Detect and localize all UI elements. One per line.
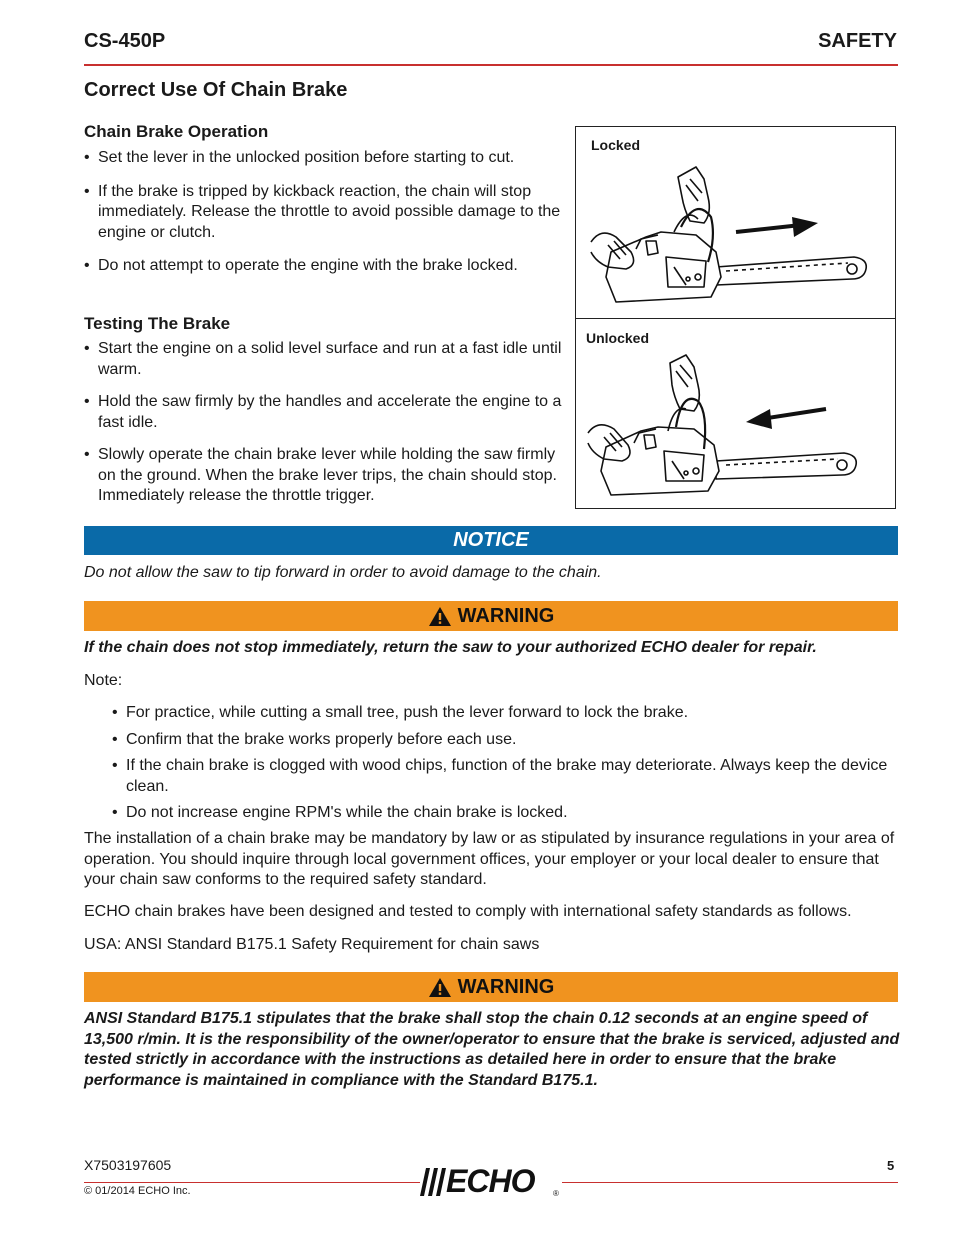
operation-list — [84, 148, 564, 277]
page-number: 5 — [887, 1158, 895, 1173]
footer-divider-left — [84, 1182, 420, 1183]
note-label: Note: — [84, 672, 123, 689]
warning-text: ANSI Standard B175.1 stipulates that the brake shall stop the chain 0.12 seconds at an engine speed of 13,500 r/min. It is the responsibility of the owner/operator to ensure that the brake is serviced, adjusted and tested strictly in accordance with the instructions as detailed here in order to ensure that the brake performance is maintained in compliance with the Standard B175.1. — [84, 1010, 900, 1089]
arrow-forward-icon — [736, 217, 818, 237]
list-item: • Do not increase engine RPM's while the chain brake is locked. — [112, 803, 898, 824]
locked-label: Locked — [591, 137, 641, 153]
warning-banner — [84, 601, 898, 631]
warning-banner — [84, 972, 898, 1002]
model-name: CS-450P — [84, 30, 166, 52]
section-title: SAFETY — [818, 30, 897, 52]
logo-wordmark: ECHO — [446, 1163, 535, 1199]
testing-heading: Testing The Brake — [84, 314, 231, 333]
list-item: • If the chain brake is clogged with wood chips, function of the brake may deteriorate. Always keep the device clean. — [112, 756, 898, 797]
warning-triangle-icon — [428, 977, 452, 998]
copyright: © 01/2014 ECHO Inc. — [84, 1185, 191, 1197]
note-list — [112, 703, 898, 824]
chainsaw-locked-illustration — [586, 157, 886, 312]
paragraph-usa-standard: USA: ANSI Standard B175.1 Safety Requirement for chain saws — [84, 936, 540, 953]
header-divider — [84, 64, 898, 66]
list-item: • Start the engine on a solid level surface and run at a fast idle until warm. — [84, 339, 564, 380]
list-item: • Do not attempt to operate the engine with the brake locked. — [84, 256, 564, 277]
unlocked-label: Unlocked — [586, 330, 650, 346]
footer-divider-right — [562, 1182, 898, 1183]
notice-label: NOTICE — [453, 529, 529, 551]
list-item: • For practice, while cutting a small tree, push the lever forward to lock the brake. — [112, 703, 898, 724]
testing-section — [84, 314, 564, 507]
list-item: • Slowly operate the chain brake lever while holding the saw firmly on the ground. When the brake lever trips, the chain should stop. Immediately release the throttle trigger. — [84, 445, 564, 507]
list-item: • If the brake is tripped by kickback reaction, the chain will stop immediately. Release the throttle to avoid possible damage to the engine or clutch. — [84, 182, 564, 244]
operation-heading: Chain Brake Operation — [84, 122, 269, 141]
arrow-backward-icon — [746, 409, 826, 429]
list-item: • Confirm that the brake works properly before each use. — [112, 730, 898, 751]
warning-text: If the chain does not stop immediately, return the saw to your authorized ECHO dealer for repair. — [84, 639, 817, 656]
operation-section — [84, 122, 564, 277]
list-item: • Set the lever in the unlocked position before starting to cut. — [84, 148, 564, 169]
paragraph-standards: ECHO chain brakes have been designed and tested to comply with international safety standards as follows. — [84, 903, 852, 920]
warning-label: WARNING — [457, 604, 555, 627]
echo-logo — [420, 1163, 562, 1201]
figure-divider — [576, 318, 895, 319]
notice-text: Do not allow the saw to tip forward in order to avoid damage to the chain. — [84, 564, 602, 581]
chain-brake-figure — [575, 126, 896, 509]
notice-banner — [84, 526, 898, 555]
page-title: Correct Use Of Chain Brake — [84, 79, 348, 101]
testing-list — [84, 339, 564, 507]
chainsaw-unlocked-illustration — [586, 349, 886, 504]
part-number: X7503197605 — [84, 1157, 172, 1173]
list-item: • Hold the saw firmly by the handles and accelerate the engine to a fast idle. — [84, 392, 564, 433]
warning-label: WARNING — [457, 975, 555, 998]
registered-mark: ® — [553, 1189, 559, 1198]
warning-triangle-icon — [428, 606, 452, 627]
paragraph-regulation: The installation of a chain brake may be mandatory by law or as stipulated by insurance regulations in your area of operation. You should inquire through local government offices, your employer or your local dealer to ensure that your chain saw conforms to the required safety standard. — [84, 830, 895, 888]
